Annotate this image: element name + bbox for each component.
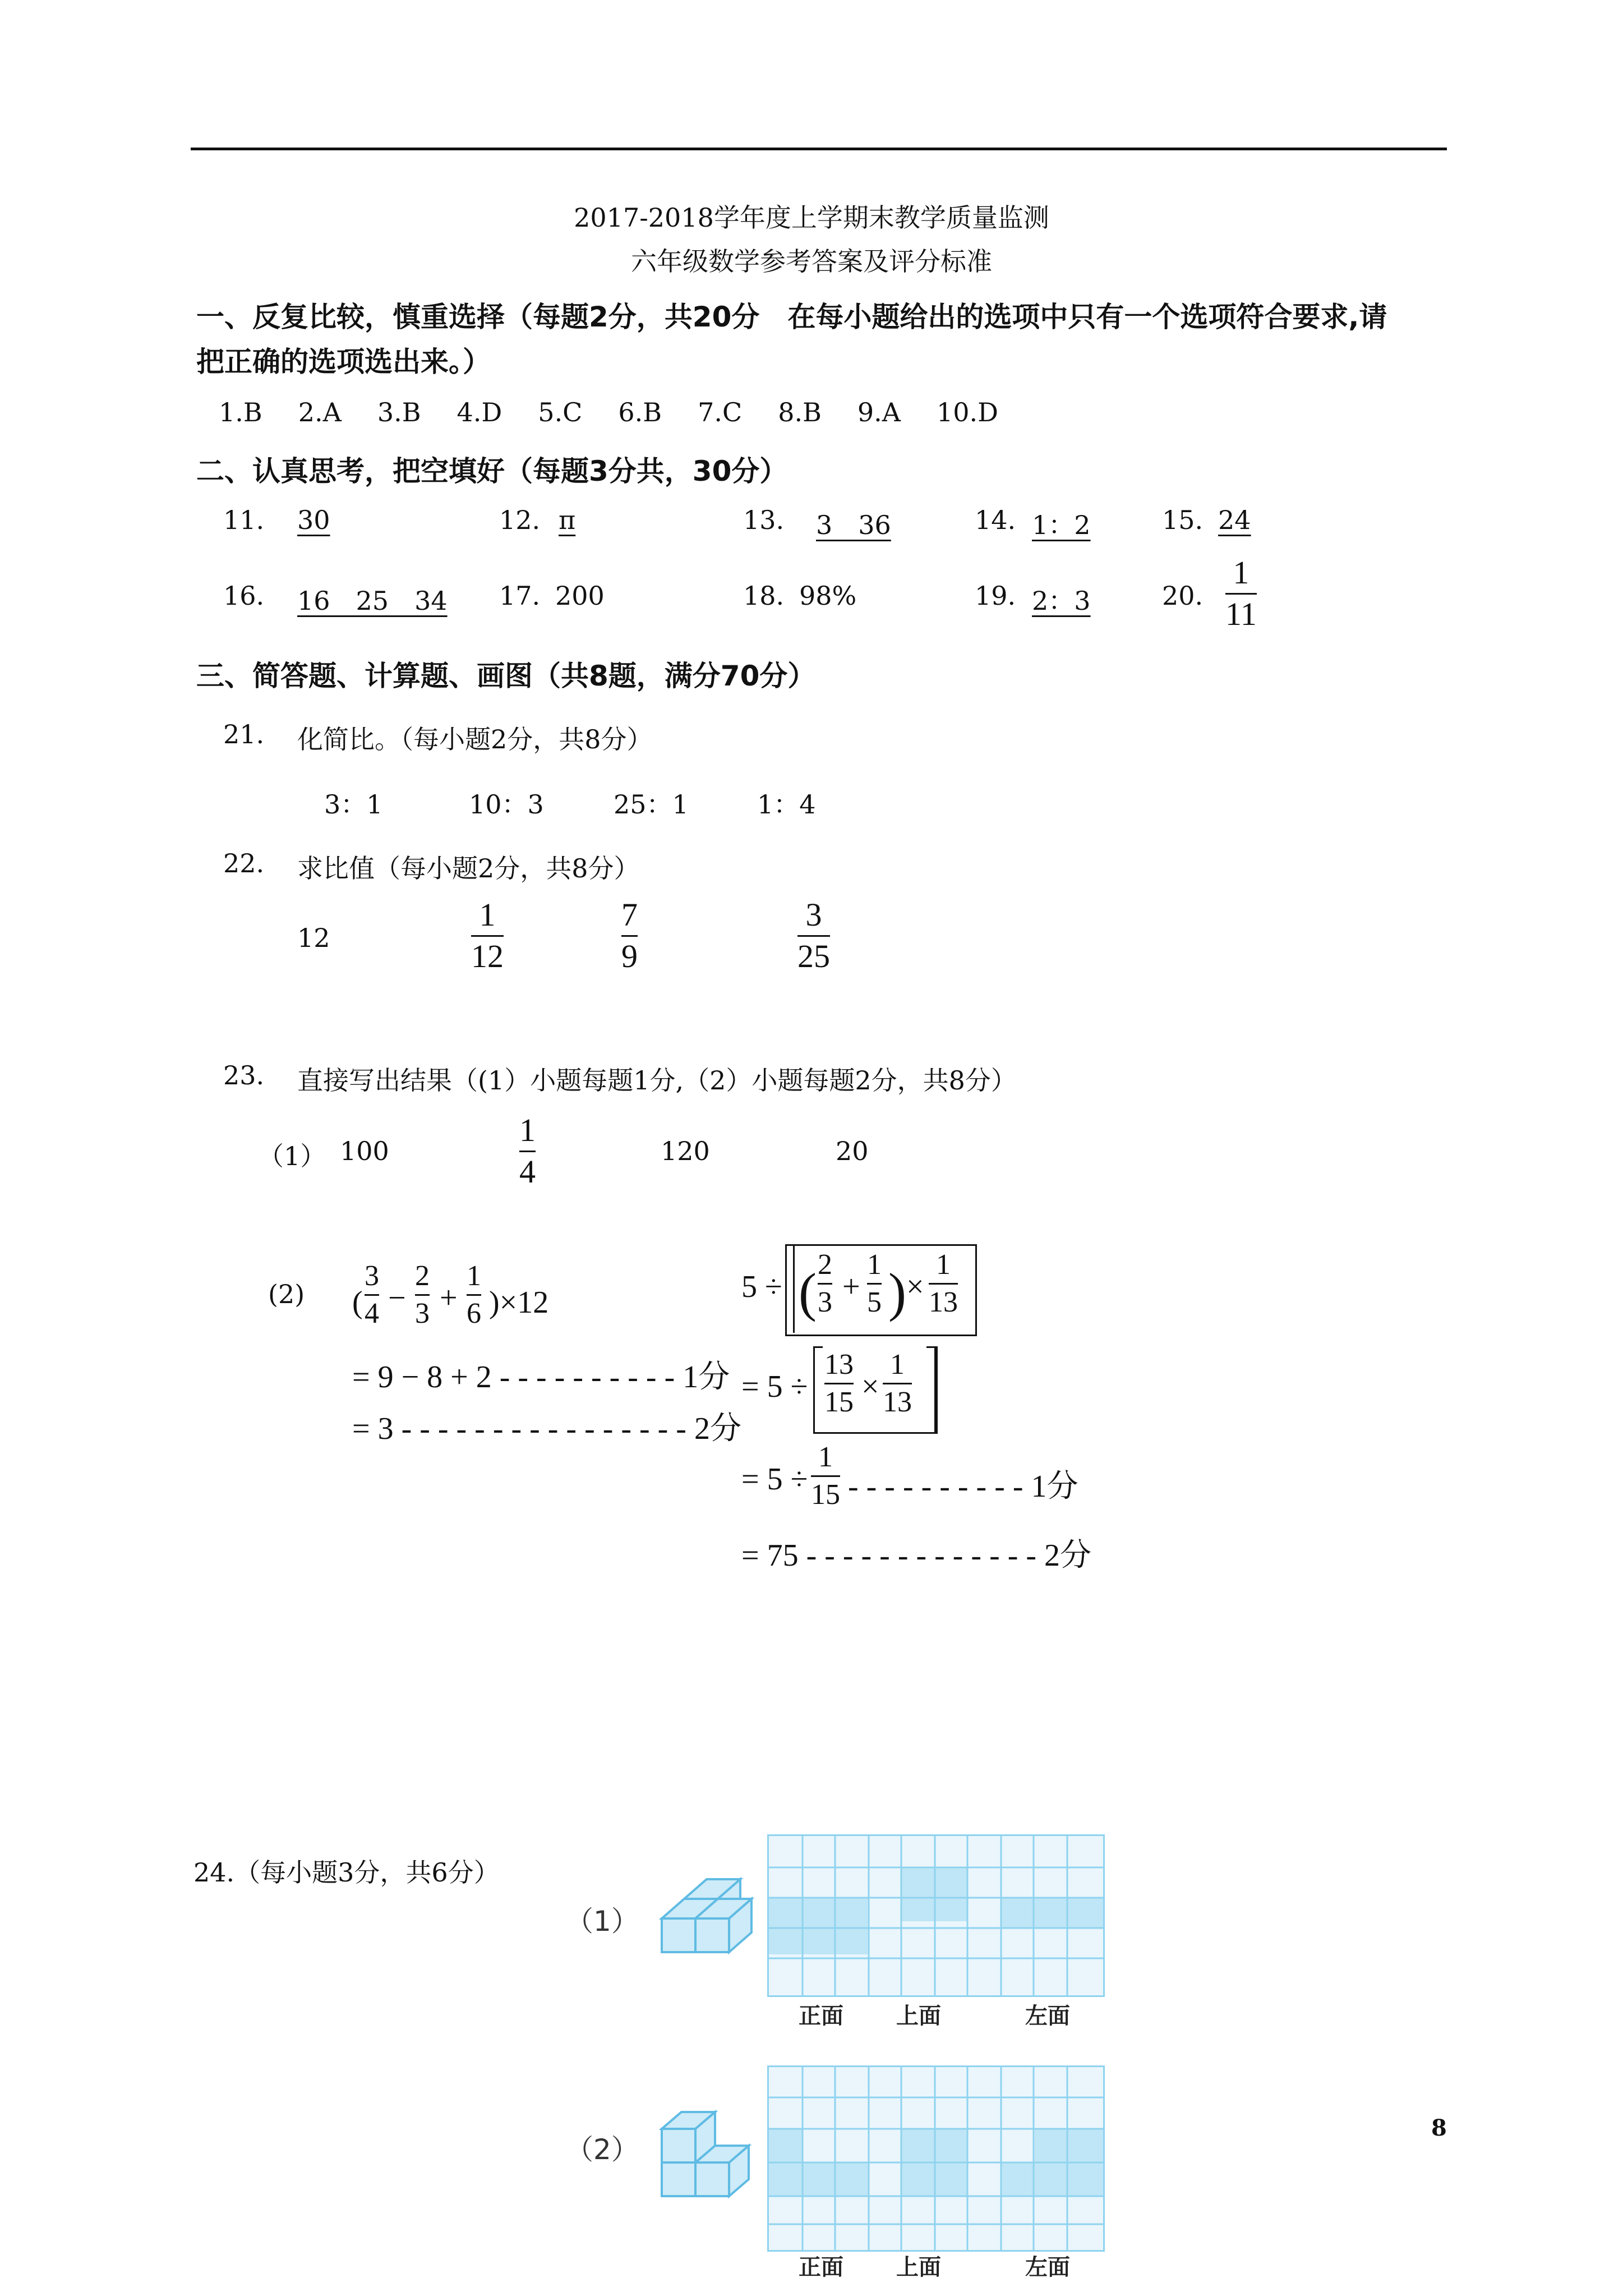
numerator: 7 (621, 896, 638, 933)
denominator: 13 (929, 1286, 958, 1318)
numerator: 1 (467, 1260, 481, 1292)
numerator: 1 (479, 896, 496, 933)
step1-fraction-1 (824, 1348, 854, 1419)
step1-times: × (861, 1369, 879, 1404)
denominator: 6 (467, 1297, 481, 1329)
section2-heading: 二、认真思考，把空填好（每题3分共，30分） (196, 455, 788, 487)
q23-part2-label: (2) (268, 1279, 305, 1309)
q14-answer: 1：2 (1032, 510, 1091, 540)
answer-4: 4.D (457, 397, 502, 427)
step1-bracket-left (813, 1346, 823, 1434)
numerator: 3 (365, 1260, 379, 1292)
left-step-2: = 3 - - - - - - - - - - - - - - - - 2分 (352, 1411, 741, 1446)
numerator: 2 (415, 1260, 430, 1292)
caption-front-1: 正面 (799, 2003, 843, 2029)
q15-num: 15. (1162, 505, 1204, 535)
denominator: 15 (824, 1386, 854, 1418)
q13-num: 13. (743, 505, 785, 535)
right-step2-tail: - - - - - - - - - - 1分 (848, 1469, 1078, 1504)
q23-text: 直接写出结果（(1）小题每题1分,（2）小题每题2分，共8分） (297, 1065, 1017, 1096)
q23-part1-answer-4: 20 (836, 1136, 869, 1166)
q12-answer: π (559, 505, 576, 535)
header-rule (191, 148, 1447, 150)
bracket-mask-bottom (812, 1426, 935, 1432)
answer-6: 6.B (618, 397, 662, 427)
right-times: × (906, 1269, 924, 1304)
q11-answer: 30 (297, 505, 330, 535)
q23-part1-label: （1） (258, 1141, 326, 1171)
numerator: 1 (519, 1112, 536, 1148)
view-grid-1 (767, 1834, 1105, 1997)
numerator: 13 (824, 1349, 854, 1381)
q23-part1-fraction (519, 1112, 536, 1190)
q20-denominator: 11 (1225, 595, 1257, 632)
q22-fraction-2 (471, 896, 504, 975)
section1-answers (219, 397, 998, 427)
denominator: 3 (415, 1297, 430, 1329)
view-grid-2 (767, 2065, 1105, 2252)
numerator: 3 (805, 896, 822, 933)
answer-7: 7.C (698, 397, 743, 427)
caption-top-2: 上面 (896, 2254, 941, 2280)
q16-answer: 16 25 34 (297, 586, 448, 616)
numerator: 1 (818, 1441, 833, 1473)
grid-lines-2 (769, 2067, 1103, 2250)
caption-left-2: 左面 (1025, 2254, 1070, 2280)
answer-9: 9.A (857, 397, 901, 427)
denominator: 25 (797, 937, 830, 974)
left-fraction-3 (467, 1259, 481, 1331)
q22-fraction-4 (797, 896, 830, 975)
answer-8: 8.B (778, 397, 822, 427)
step1-fraction-2 (883, 1348, 912, 1419)
answer-2: 2.A (298, 397, 342, 427)
q17-answer: 200 (555, 581, 605, 611)
right-lead: 5 ÷ (741, 1269, 782, 1304)
right-plus: + (842, 1269, 860, 1304)
left-plus: + (440, 1281, 458, 1315)
q21-answer-3: 25：1 (614, 789, 689, 820)
caption-left-1: 左面 (1025, 2003, 1070, 2029)
cube-figure-2-icon (651, 2090, 763, 2213)
right-step2-lead: = 5 ÷ (741, 1462, 808, 1497)
right-step3: = 75 - - - - - - - - - - - - - 2分 (741, 1538, 1092, 1573)
q23-num: 23. (223, 1060, 265, 1091)
left-minus: − (388, 1281, 406, 1315)
right-fraction-2 (867, 1248, 882, 1319)
right-fraction-1 (818, 1248, 832, 1319)
title-line-2: 六年级数学参考答案及评分标准 (631, 246, 992, 277)
numerator: 2 (818, 1249, 832, 1281)
q21-answer-2: 10：3 (469, 789, 544, 820)
denominator: 13 (883, 1386, 912, 1418)
inner-close-paren: ) (888, 1262, 906, 1322)
q20-num: 20. (1162, 581, 1204, 611)
grid-lines-1 (769, 1836, 1103, 1995)
inner-open-paren: ( (799, 1262, 817, 1322)
title-line-1: 2017-2018学年度上学期末教学质量监测 (574, 203, 1049, 233)
q21-text: 化简比。（每小题2分，共8分） (297, 724, 653, 754)
left-fraction-2 (415, 1259, 430, 1331)
section1-heading-cont: 把正确的选项选出来。） (196, 346, 491, 378)
caption-front-2: 正面 (799, 2254, 843, 2280)
denominator: 4 (365, 1297, 379, 1329)
q18-num: 18. (743, 581, 785, 611)
denominator: 9 (621, 937, 638, 974)
q15-answer: 24 (1218, 505, 1251, 535)
numerator: 1 (890, 1349, 905, 1381)
q24-text: 24.（每小题3分，共6分） (193, 1857, 500, 1888)
q20-numerator: 1 (1233, 554, 1249, 591)
cube-figure-1-icon (651, 1868, 763, 1980)
left-step-1: = 9 − 8 + 2 - - - - - - - - - - 1分 (352, 1360, 730, 1395)
left-open-paren: ( (352, 1285, 363, 1320)
answer-10: 10.D (937, 397, 999, 427)
q13-answer: 3 36 (816, 510, 891, 540)
numerator: 1 (936, 1249, 951, 1281)
q20-fraction (1225, 554, 1257, 633)
denominator: 4 (519, 1153, 536, 1190)
denominator: 15 (811, 1478, 840, 1511)
q19-answer: 2：3 (1032, 586, 1091, 616)
q16-num: 16. (223, 581, 265, 611)
q22-answer-1: 12 (297, 923, 330, 953)
left-close-times: )×12 (489, 1285, 549, 1320)
outer-bracket-double (793, 1244, 795, 1333)
q19-num: 19. (975, 581, 1016, 611)
q18-answer: 98% (799, 581, 857, 611)
answer-5: 5.C (538, 397, 583, 427)
section3-heading: 三、简答题、计算题、画图（共8题，满分70分） (196, 660, 816, 692)
q22-text: 求比值（每小题2分，共8分） (297, 853, 640, 884)
step2-fraction (811, 1441, 840, 1512)
left-fraction-1 (365, 1259, 379, 1331)
q11-num: 11. (223, 505, 265, 535)
q23-part1-answer-3: 120 (661, 1136, 710, 1166)
q22-num: 22. (223, 848, 265, 878)
page-number: 8 (1431, 2115, 1447, 2141)
q14-num: 14. (975, 505, 1016, 535)
denominator: 12 (471, 937, 504, 974)
q17-num: 17. (499, 581, 541, 611)
q21-answer-4: 1：4 (757, 789, 816, 820)
answer-1: 1.B (219, 397, 262, 427)
q24-part1-label: （1） (565, 1905, 639, 1938)
q12-num: 12. (499, 505, 541, 535)
q21-num: 21. (223, 719, 265, 749)
right-step1-lead: = 5 ÷ (741, 1369, 808, 1404)
answer-3: 3.B (377, 397, 421, 427)
q21-answer-1: 3：1 (324, 789, 383, 820)
right-fraction-3 (929, 1248, 958, 1319)
section1-heading: 一、反复比较，慎重选择（每题2分，共20分 在每小题给出的选项中只有一个选项符合要求,请 (196, 301, 1387, 333)
denominator: 5 (867, 1286, 882, 1318)
q23-part1-answer-1: 100 (340, 1136, 389, 1166)
q22-fraction-3 (621, 896, 638, 975)
caption-top-1: 上面 (896, 2003, 941, 2029)
step1-bracket-right (926, 1346, 936, 1434)
q24-part2-label: （2） (565, 2133, 639, 2166)
numerator: 1 (867, 1249, 882, 1281)
denominator: 3 (818, 1286, 832, 1318)
